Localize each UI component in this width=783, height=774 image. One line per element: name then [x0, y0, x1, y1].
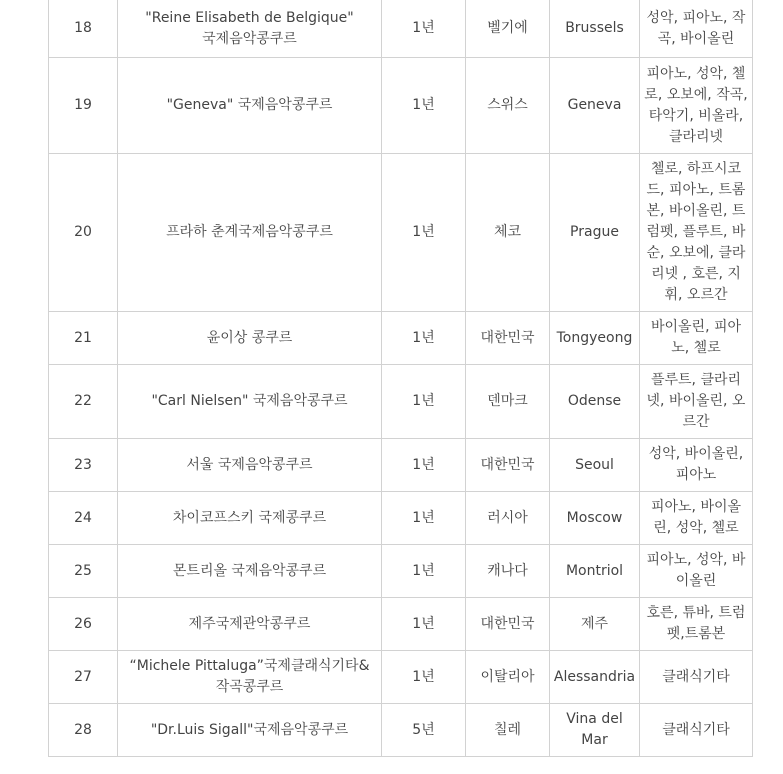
competition-city: Seoul	[550, 439, 640, 492]
competition-city: Tongyeong	[550, 312, 640, 365]
table-row	[49, 439, 753, 492]
competition-name: 서울 국제음악콩쿠르	[118, 439, 382, 492]
competition-country: 체코	[466, 154, 550, 312]
competition-fields: 성악, 피아노, 작곡, 바이올린	[640, 0, 753, 58]
table-row	[49, 365, 753, 439]
competition-fields: 피아노, 바이올린, 성악, 첼로	[640, 492, 753, 545]
competition-cycle: 1년	[382, 312, 466, 365]
competition-name: "Carl Nielsen" 국제음악콩쿠르	[118, 365, 382, 439]
competition-city: Prague	[550, 154, 640, 312]
row-number: 21	[49, 312, 118, 365]
row-number: 25	[49, 545, 118, 598]
row-number: 27	[49, 651, 118, 704]
competition-name: "Reine Elisabeth de Belgique" 국제음악콩쿠르	[118, 0, 382, 58]
competition-country: 스위스	[466, 58, 550, 154]
competition-name: 차이코프스키 국제콩쿠르	[118, 492, 382, 545]
competition-name: 제주국제관악콩쿠르	[118, 598, 382, 651]
table-row	[49, 312, 753, 365]
row-number: 20	[49, 154, 118, 312]
table-row	[49, 598, 753, 651]
competition-table-body	[49, 0, 753, 757]
competition-country: 칠레	[466, 704, 550, 757]
competition-cycle: 1년	[382, 365, 466, 439]
competition-city: Brussels	[550, 0, 640, 58]
competition-name: 윤이상 콩쿠르	[118, 312, 382, 365]
competition-name: 몬트리올 국제음악콩쿠르	[118, 545, 382, 598]
competition-cycle: 1년	[382, 651, 466, 704]
competition-cycle: 1년	[382, 439, 466, 492]
competition-city: Odense	[550, 365, 640, 439]
competition-fields: 피아노, 성악, 바이올린	[640, 545, 753, 598]
competition-cycle: 1년	[382, 492, 466, 545]
row-number: 26	[49, 598, 118, 651]
row-number: 24	[49, 492, 118, 545]
competition-cycle: 1년	[382, 0, 466, 58]
competition-fields: 호른, 튜바, 트럼펫,트롬본	[640, 598, 753, 651]
table-row	[49, 58, 753, 154]
competition-cycle: 1년	[382, 598, 466, 651]
competition-fields: 바이올린, 피아노, 첼로	[640, 312, 753, 365]
competition-country: 덴마크	[466, 365, 550, 439]
competition-cycle: 1년	[382, 154, 466, 312]
competition-city: Montriol	[550, 545, 640, 598]
competition-fields: 피아노, 성악, 첼로, 오보에, 작곡, 타악기, 비올라, 클라리넷	[640, 58, 753, 154]
competition-city: 제주	[550, 598, 640, 651]
competition-city: Alessandria	[550, 651, 640, 704]
competition-name: "Geneva" 국제음악콩쿠르	[118, 58, 382, 154]
competition-fields: 플루트, 클라리넷, 바이올린, 오르간	[640, 365, 753, 439]
row-number: 19	[49, 58, 118, 154]
row-number: 23	[49, 439, 118, 492]
competition-city: Vina del Mar	[550, 704, 640, 757]
competition-cycle: 1년	[382, 545, 466, 598]
competition-country: 대한민국	[466, 312, 550, 365]
row-number: 22	[49, 365, 118, 439]
competition-country: 이탈리아	[466, 651, 550, 704]
competition-fields: 첼로, 하프시코드, 피아노, 트롬본, 바이올린, 트럼펫, 플루트, 바순, 오보에, 클라리넷 , 호른, 지휘, 오르간	[640, 154, 753, 312]
table-row	[49, 154, 753, 312]
competition-country: 대한민국	[466, 598, 550, 651]
competition-country: 러시아	[466, 492, 550, 545]
competition-fields: 성악, 바이올린, 피아노	[640, 439, 753, 492]
row-number: 28	[49, 704, 118, 757]
competition-city: Moscow	[550, 492, 640, 545]
competition-fields: 클래식기타	[640, 704, 753, 757]
competition-cycle: 1년	[382, 58, 466, 154]
competition-country: 대한민국	[466, 439, 550, 492]
table-row	[49, 704, 753, 757]
table-row	[49, 492, 753, 545]
competition-cycle: 5년	[382, 704, 466, 757]
table-row	[49, 651, 753, 704]
competition-city: Geneva	[550, 58, 640, 154]
competition-country: 벨기에	[466, 0, 550, 58]
competition-name: “Michele Pittaluga”국제클래식기타&작곡콩쿠르	[118, 651, 382, 704]
competition-name: 프라하 춘계국제음악콩쿠르	[118, 154, 382, 312]
competition-country: 캐나다	[466, 545, 550, 598]
competition-name: "Dr.Luis Sigall"국제음악콩쿠르	[118, 704, 382, 757]
table-row	[49, 0, 753, 58]
row-number: 18	[49, 0, 118, 58]
table-row	[49, 545, 753, 598]
competition-fields: 클래식기타	[640, 651, 753, 704]
competition-table	[48, 0, 753, 757]
